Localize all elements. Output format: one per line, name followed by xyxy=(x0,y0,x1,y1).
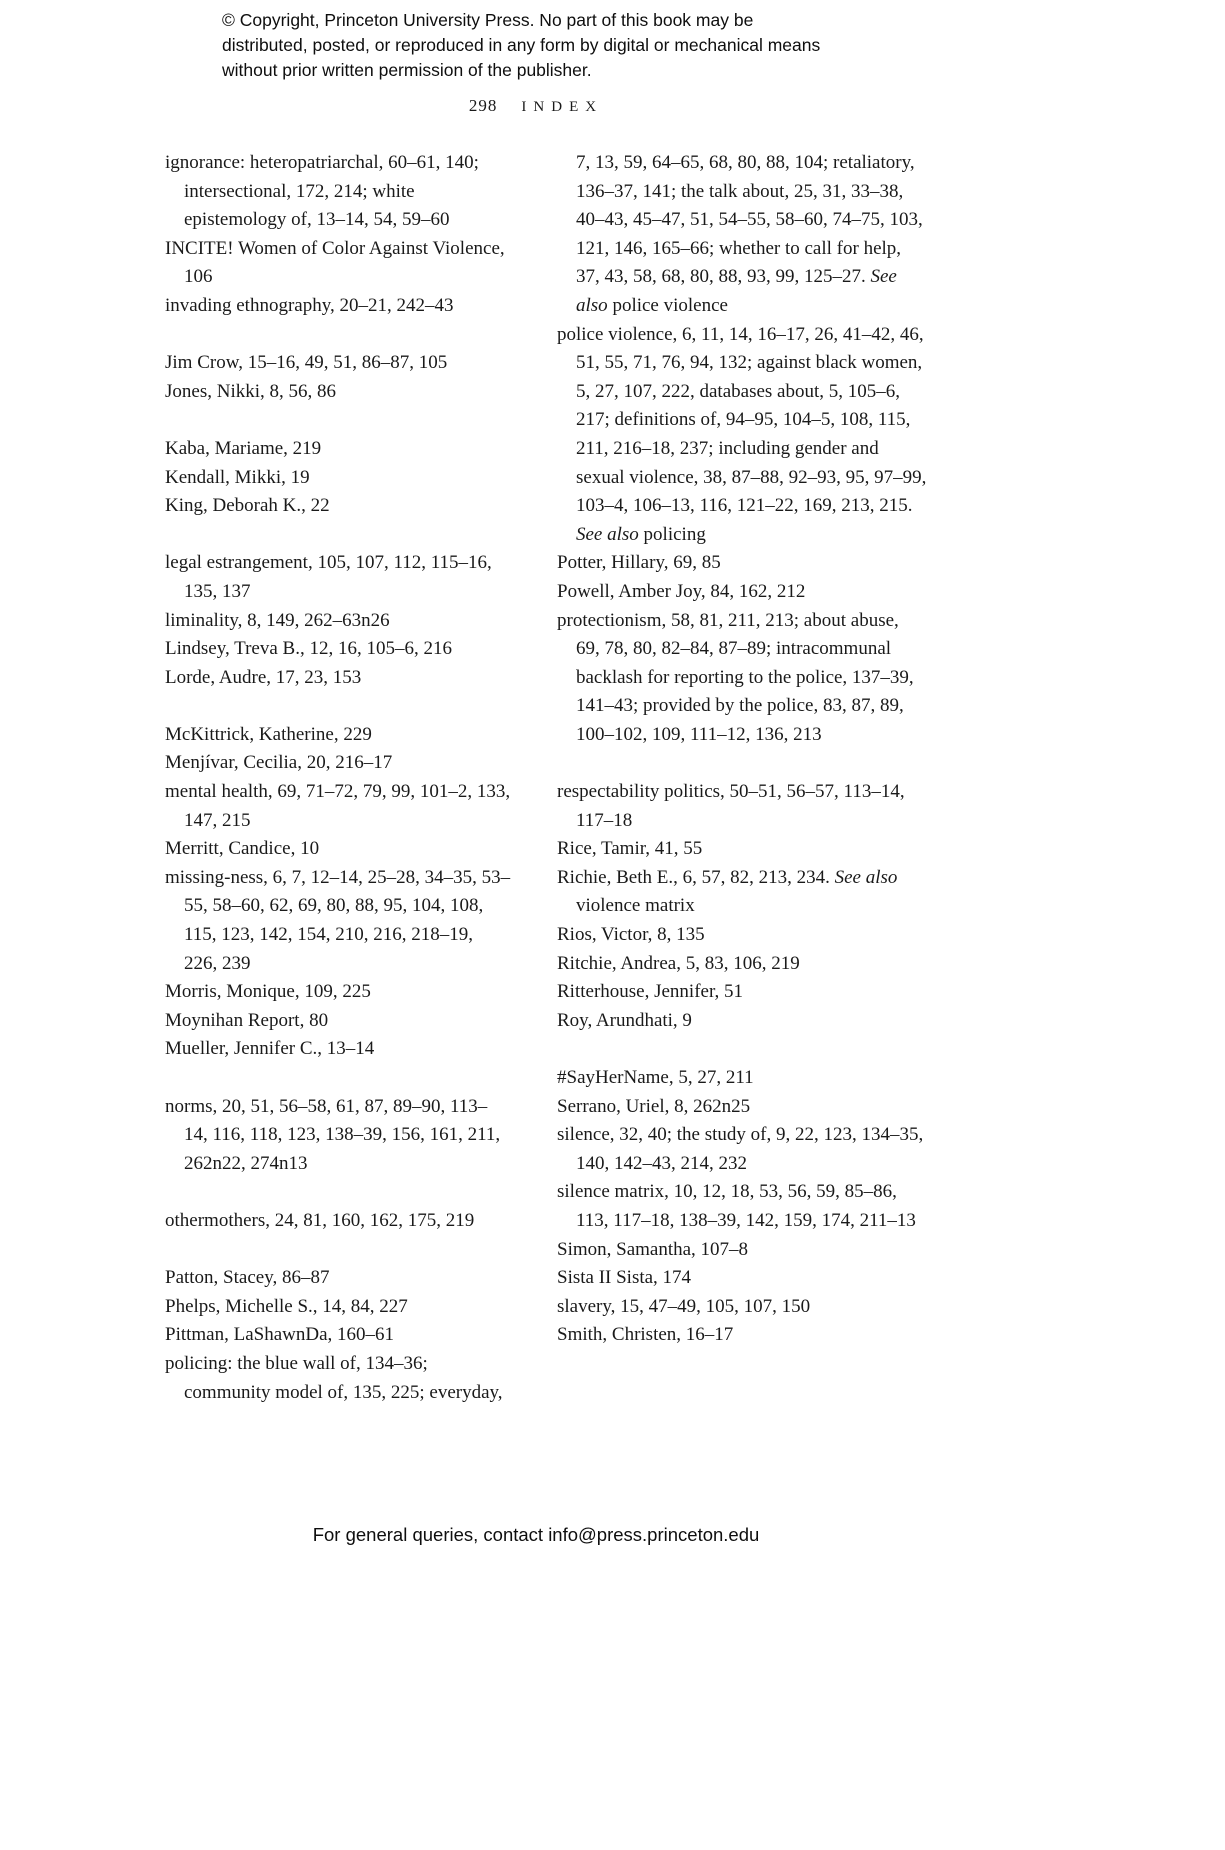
index-entry xyxy=(557,607,927,750)
index-entry xyxy=(557,549,927,578)
index-entry xyxy=(165,978,511,1007)
index-entry-text: Lindsey, Treva B., 12, 16, 105–6, 216 xyxy=(165,638,452,660)
page-header xyxy=(165,96,907,116)
index-entry xyxy=(165,235,511,292)
index-entry xyxy=(165,378,511,407)
index-entry-text: Richie, Beth E., 6, 57, 82, 213, 234. xyxy=(557,866,835,888)
index-entry-text: Potter, Hillary, 69, 85 xyxy=(557,552,721,574)
index-entry xyxy=(165,1264,511,1293)
index-entry-text: policing xyxy=(638,523,706,545)
index-entry-text: Menjívar, Cecilia, 20, 216–17 xyxy=(165,752,393,774)
index-entry-text: Rios, Victor, 8, 135 xyxy=(557,924,705,946)
index-entry-text: Serrano, Uriel, 8, 262n25 xyxy=(557,1095,751,1117)
index-entry xyxy=(165,464,511,493)
index-entry xyxy=(165,149,511,235)
index-entry-text: Kendall, Mikki, 19 xyxy=(165,466,310,488)
index-body xyxy=(165,149,927,1407)
index-entry xyxy=(165,1293,511,1322)
index-entry xyxy=(165,1035,511,1064)
index-entry-text: King, Deborah K., 22 xyxy=(165,495,330,517)
index-entry xyxy=(165,721,511,750)
index-title: INDEX xyxy=(521,99,604,115)
see-also-reference: See also xyxy=(576,523,639,545)
index-entry xyxy=(165,1207,511,1236)
index-entry-text: McKittrick, Katherine, 229 xyxy=(165,723,372,745)
index-entry-text: Simon, Samantha, 107–8 xyxy=(557,1238,749,1260)
index-entry-text: police violence, 6, 11, 14, 16–17, 26, 41–42, 46, 51, 55, 71, 76, 94, 132; against black women, 5, 27, 107, 222, databases about, 5, 105–6, 217; definitions of, 94–95, 104–5, 108, 115, 211, 216–18, 237; including gender and sexual violence, 38, 87–88, 92–93, 95, 97–99, 103–4, 106–13, 116, 121–22, 169, 213, 215. xyxy=(557,323,927,517)
index-entry-text: invading ethnography, 20–21, 242–43 xyxy=(165,294,454,316)
footer-contact: For general queries, contact info@press.princeton.edu xyxy=(312,1524,760,1545)
index-entry xyxy=(165,549,511,606)
index-entry-text: othermothers, 24, 81, 160, 162, 175, 219 xyxy=(165,1209,475,1231)
index-entry xyxy=(165,435,511,464)
index-entry xyxy=(165,778,511,835)
index-entry xyxy=(165,664,511,693)
index-entry-text: Lorde, Audre, 17, 23, 153 xyxy=(165,666,362,688)
index-entry xyxy=(557,578,927,607)
index-entry-text: norms, 20, 51, 56–58, 61, 87, 89–90, 113–14, 116, 118, 123, 138–39, 156, 161, 211, 262n22, 274n13 xyxy=(165,1095,501,1174)
index-entry-text: Powell, Amber Joy, 84, 162, 212 xyxy=(557,580,806,602)
index-entry-text: slavery, 15, 47–49, 105, 107, 150 xyxy=(557,1295,811,1317)
page-number: 298 xyxy=(468,96,498,115)
index-entry xyxy=(165,1007,511,1036)
index-entry xyxy=(165,1350,511,1407)
index-entry-text: mental health, 69, 71–72, 79, 99, 101–2, 133, 147, 215 xyxy=(165,781,511,831)
index-entry-text: Rice, Tamir, 41, 55 xyxy=(557,838,703,860)
index-entry-text: liminality, 8, 149, 262–63n26 xyxy=(165,609,390,631)
index-entry xyxy=(165,292,511,321)
index-entry xyxy=(165,1093,511,1179)
index-entry xyxy=(165,1321,511,1350)
index-entry-text: Morris, Monique, 109, 225 xyxy=(165,981,371,1003)
index-entry-text: Patton, Stacey, 86–87 xyxy=(165,1267,330,1289)
index-entry xyxy=(557,835,927,864)
index-entry xyxy=(557,1321,927,1350)
index-entry xyxy=(557,950,927,979)
index-entry-text: Ritchie, Andrea, 5, 83, 106, 219 xyxy=(557,952,800,974)
index-entry-text: silence, 32, 40; the study of, 9, 22, 123, 134–35, 140, 142–43, 214, 232 xyxy=(557,1124,924,1174)
index-entry-text: Roy, Arundhati, 9 xyxy=(557,1009,692,1031)
index-entry xyxy=(557,1264,927,1293)
index-entry xyxy=(165,835,511,864)
index-entry-text: INCITE! Women of Color Against Violence, 106 xyxy=(165,237,505,288)
index-entry xyxy=(557,1093,927,1122)
index-entry-text: respectability politics, 50–51, 56–57, 113–14, 117–18 xyxy=(557,781,905,831)
index-entry-text: missing-ness, 6, 7, 12–14, 25–28, 34–35, 53–55, 58–60, 62, 69, 80, 88, 95, 104, 108, 115, 123, 142, 154, 210, 216, 218–19, 226, 239 xyxy=(165,866,511,974)
index-entry-text: #SayHerName, 5, 27, 211 xyxy=(557,1067,754,1088)
see-also-reference: See also xyxy=(834,866,898,888)
index-entry-text: Sista II Sista, 174 xyxy=(557,1267,692,1289)
index-entry xyxy=(557,149,927,321)
index-entry-text: Phelps, Michelle S., 14, 84, 227 xyxy=(165,1295,408,1317)
index-entry xyxy=(557,864,927,921)
index-entry-text: silence matrix, 10, 12, 18, 53, 56, 59, 85–86, 113, 117–18, 138–39, 142, 159, 174, 211–13 xyxy=(557,1181,916,1231)
copyright-notice: © Copyright, Princeton University Press. No part of this book may be distributed, posted, or reproduced in any form by digital or mechanical means without prior written permission of the publisher. xyxy=(222,10,821,80)
index-entry-text: protectionism, 58, 81, 211, 213; about abuse, 69, 78, 80, 82–84, 87–89; intracommunal backlash for reporting to the police, 137–39, 141–43; provided by the police, 83, 87, 89, 100–102, 109, 111–12, 136, 213 xyxy=(557,609,914,745)
index-entry xyxy=(557,321,927,550)
index-entry-text: Mueller, Jennifer C., 13–14 xyxy=(165,1038,375,1060)
index-entry-text: policing: the blue wall of, 134–36; community model of, 135, 225; everyday, xyxy=(165,1352,503,1403)
index-entry-text: police violence xyxy=(607,294,728,316)
index-entry-text: Merritt, Candice, 10 xyxy=(165,838,320,860)
index-entry xyxy=(557,1007,927,1036)
index-entry xyxy=(557,778,927,835)
index-entry-text: Kaba, Mariame, 219 xyxy=(165,437,322,459)
index-entry-text: violence matrix xyxy=(576,895,695,917)
index-entry-text: Jones, Nikki, 8, 56, 86 xyxy=(165,380,336,402)
index-entry-text: Jim Crow, 15–16, 49, 51, 86–87, 105 xyxy=(165,352,448,374)
index-column-right xyxy=(557,149,927,1407)
index-entry-text: Ritterhouse, Jennifer, 51 xyxy=(557,981,744,1003)
index-entry xyxy=(557,978,927,1007)
index-entry xyxy=(165,749,511,778)
index-entry-text: Moynihan Report, 80 xyxy=(165,1009,329,1031)
index-entry-text: 7, 13, 59, 64–65, 68, 80, 88, 104; retaliatory, 136–37, 141; the talk about, 25, 31, 33–38, 40–43, 45–47, 51, 54–55, 58–60, 74–75, 103, 121, 146, 165–66; whether to call for help, 37, 43, 58, 68, 80, 88, 93, 99, 125–27. xyxy=(576,152,923,288)
index-entry-text: Pittman, LaShawnDa, 160–61 xyxy=(165,1324,395,1346)
index-entry xyxy=(557,1178,927,1235)
index-entry xyxy=(165,349,511,378)
index-entry xyxy=(557,1064,927,1093)
index-entry xyxy=(557,1236,927,1265)
see-also-reference: See also xyxy=(576,266,897,316)
index-entry-text: ignorance: heteropatriarchal, 60–61, 140; intersectional, 172, 214; white epistemology of, 13–14, 54, 59–60 xyxy=(165,152,479,231)
index-entry xyxy=(165,492,511,521)
index-entry xyxy=(165,607,511,636)
index-entry-text: Smith, Christen, 16–17 xyxy=(557,1324,734,1346)
index-entry xyxy=(165,635,511,664)
index-entry xyxy=(557,1293,927,1322)
index-entry-text: legal estrangement, 105, 107, 112, 115–16, 135, 137 xyxy=(165,552,492,602)
index-column-left xyxy=(165,149,511,1407)
index-entry xyxy=(557,921,927,950)
index-entry xyxy=(557,1121,927,1178)
index-entry xyxy=(165,864,511,978)
